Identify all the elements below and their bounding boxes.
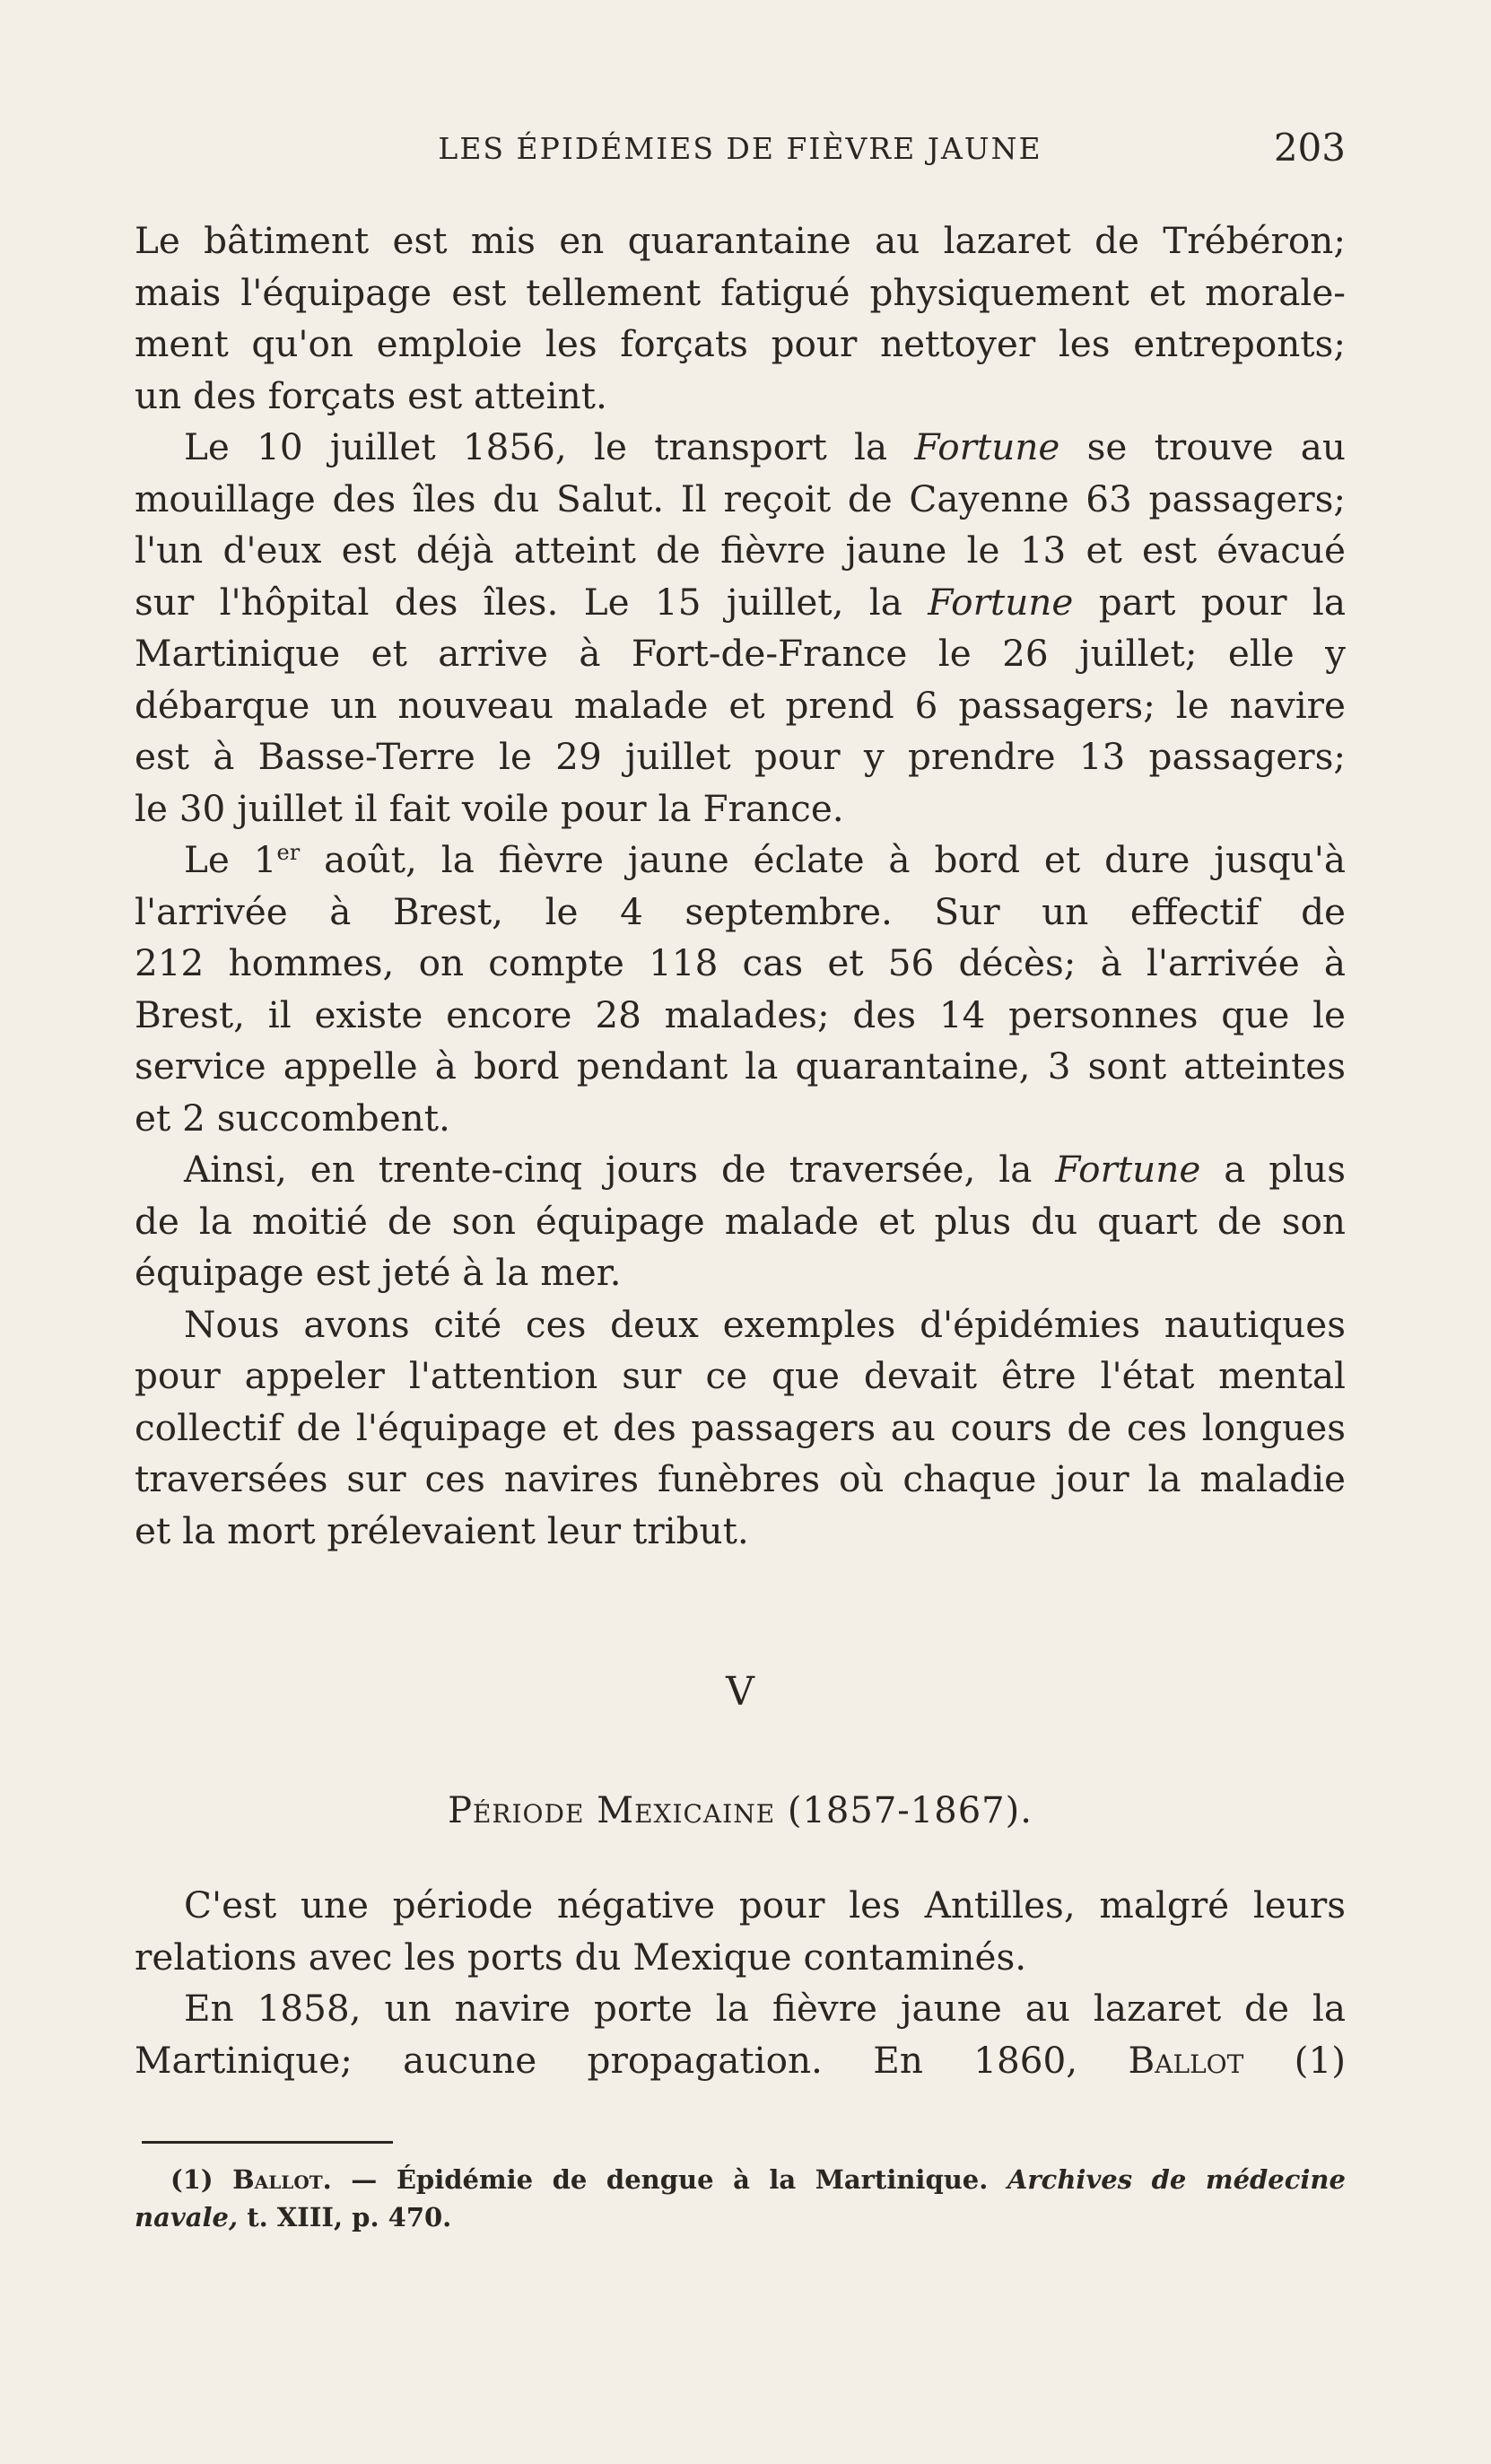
text-run: sur l'hôpital des îles. Le 15 juillet, la [135, 580, 902, 624]
text-line: l'un d'eux est déjà atteint de fièvre jaune le 13 et est évacué [135, 529, 1346, 572]
footnote-line [135, 2198, 1346, 2236]
running-head [135, 126, 1346, 176]
text-line: relations avec les ports du Mexique contaminés. [135, 1935, 1027, 1979]
text-line: Nous avons cité ces deux exemples d'épidémies nautiques [184, 1302, 1346, 1346]
ship-name: Fortune [914, 425, 1060, 468]
text-line: équipage est jeté à la mer. [135, 1251, 622, 1294]
text-line: ment qu'on emploie les forçats pour nettoyer les entreponts; [135, 322, 1346, 365]
footnote-author: Ballot. [232, 2164, 332, 2195]
footnote-reference: t. XIII, p. 470. [247, 2202, 452, 2232]
text-run: Ainsi, en trente-cinq jours de traversée, la [184, 1148, 1033, 1191]
ship-name: Fortune [928, 580, 1074, 624]
text-line: et la mort prélevaient leur tribut. [135, 1508, 749, 1552]
section-title-dates: (1857-1867). [787, 1790, 1033, 1831]
text-line: Martinique et arrive à Fort-de-France le 26 juillet; elle y [135, 632, 1346, 675]
footnote-text: — Épidémie de dengue à la Martinique. [351, 2164, 989, 2195]
text-line: Le bâtiment est mis en quarantaine au lazaret de Trébéron; [135, 219, 1346, 262]
text-line [135, 834, 1346, 887]
text-line [135, 577, 1346, 629]
body-text-upper [135, 215, 1346, 1557]
text-line: et 2 succombent. [135, 1096, 450, 1140]
text-line: est à Basse-Terre le 29 juillet pour y prendre 13 passagers; [135, 735, 1346, 778]
text-line [135, 422, 1346, 474]
footnote-journal: navale, [135, 2202, 239, 2232]
footnote-rule [142, 2141, 393, 2144]
text-line [135, 2035, 1346, 2087]
ship-name: Fortune [1055, 1148, 1201, 1191]
text-run: Le 10 juillet 1856, le transport la [184, 425, 888, 468]
text-run: a plus [1224, 1148, 1347, 1191]
text-run: Le 1 [184, 838, 277, 881]
text-run: se trouve au [1086, 425, 1347, 468]
text-line [135, 1144, 1346, 1196]
text-line: le 30 juillet il fait voile pour la France. [135, 786, 844, 830]
text-line: service appelle à bord pendant la quarantaine, 3 sont atteintes [135, 1044, 1346, 1088]
text-line: Brest, il existe encore 28 malades; des 14 personnes que le [135, 992, 1346, 1036]
author-name: Ballot [1128, 2038, 1244, 2082]
footnote [135, 2161, 1346, 2236]
text-line: traversées sur ces navires funèbres où chaque jour la maladie [135, 1457, 1346, 1500]
text-line: débarque un nouveau malade et prend 6 passagers; le navire [135, 683, 1346, 727]
section-numeral: V [726, 1669, 754, 1715]
footnote-marker: (1) [1294, 2038, 1347, 2082]
text-run: Martinique; aucune propagation. En 1860, [135, 2038, 1078, 2082]
footnote-journal: Archives de médecine [1007, 2164, 1346, 2195]
footnote-line [135, 2161, 1346, 2198]
text-line: C'est une période négative pour les Antilles, malgré leurs [184, 1883, 1346, 1927]
text-line: 212 hommes, on compte 118 cas et 56 décès; à l'arrivée à [135, 941, 1346, 984]
footnote-number: (1) [170, 2164, 214, 2195]
text-line: de la moitié de son équipage malade et plus du quart de son [135, 1199, 1346, 1243]
section-title-text: Période Mexicaine [448, 1790, 776, 1831]
text-run: août, la fièvre jaune éclate à bord et dure jusqu'à [324, 838, 1347, 881]
text-line: mouillage des îles du Salut. Il reçoit de Cayenne 63 passagers; [135, 476, 1346, 520]
text-line: mais l'équipage est tellement fatigué physiquement et morale- [135, 270, 1346, 314]
text-line: pour appeler l'attention sur ce que devait être l'état mental [135, 1354, 1346, 1397]
text-line: En 1858, un navire porte la fièvre jaune au lazaret de la [184, 1987, 1346, 2030]
text-line: un des forçats est atteint. [135, 373, 607, 417]
running-title: LES ÉPIDÉMIES DE FIÈVRE JAUNE [438, 131, 1042, 166]
text-line: l'arrivée à Brest, le 4 septembre. Sur un effectif de [135, 889, 1346, 933]
page-number: 203 [1273, 126, 1346, 170]
text-run: part pour la [1098, 580, 1347, 624]
superscript: er [276, 840, 301, 865]
body-text-lower [135, 1880, 1346, 2086]
text-line: collectif de l'équipage et des passagers au cours de ces longues [135, 1405, 1346, 1449]
section-title [135, 1790, 1346, 1831]
